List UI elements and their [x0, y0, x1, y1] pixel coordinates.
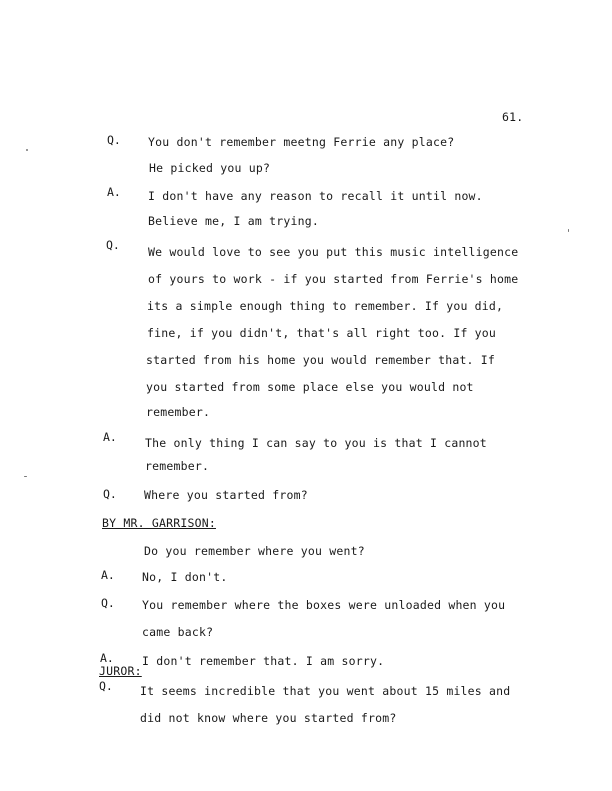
- scan-speck: [24, 476, 27, 477]
- speaker-label: Q.: [99, 679, 113, 693]
- transcript-line: did not know where you started from?: [140, 711, 397, 725]
- transcript-line: You remember where the boxes were unloaded when you: [142, 598, 506, 612]
- scan-speck: [568, 229, 569, 232]
- transcript-line: Do you remember where you went?: [144, 544, 365, 558]
- transcript-line: I don't remember that. I am sorry.: [142, 654, 385, 668]
- transcript-line: fine, if you didn't, that's all right too. If you: [147, 326, 497, 340]
- speaker-label: Q.: [106, 238, 120, 252]
- transcript-line: of yours to work - if you started from Ferrie's home: [148, 272, 519, 286]
- transcript-line: you started from some place else you would not: [146, 380, 474, 394]
- transcript-line: remember.: [145, 459, 210, 473]
- speaker-label: A.: [107, 185, 121, 199]
- transcript-line: its a simple enough thing to remember. If you did,: [147, 299, 504, 313]
- page-number: 61.: [502, 110, 524, 124]
- section-heading: JUROR:: [99, 664, 142, 678]
- speaker-label: Q.: [107, 133, 121, 147]
- section-heading: BY MR. GARRISON:: [102, 516, 216, 530]
- transcript-line: Believe me, I am trying.: [148, 214, 319, 228]
- transcript-line: He picked you up?: [149, 161, 271, 175]
- transcript-line: The only thing I can say to you is that I cannot: [145, 436, 487, 450]
- transcript-line: You don't remember meetng Ferrie any place?: [148, 135, 455, 149]
- transcript-line: started from his home you would remember that. If: [146, 353, 496, 367]
- transcript-line: We would love to see you put this music intelligence: [148, 245, 519, 259]
- scan-speck: [26, 149, 28, 151]
- transcript-line: remember.: [146, 405, 211, 419]
- speaker-label: A.: [103, 430, 117, 444]
- transcript-line: came back?: [142, 625, 214, 639]
- speaker-label: Q.: [103, 487, 117, 501]
- speaker-label: Q.: [101, 596, 115, 610]
- speaker-label: A.: [100, 651, 114, 665]
- transcript-line: It seems incredible that you went about 15 miles and: [140, 684, 511, 698]
- speaker-label: A.: [101, 568, 115, 582]
- transcript-line: Where you started from?: [144, 488, 308, 502]
- transcript-line: No, I don't.: [142, 570, 228, 584]
- transcript-line: I don't have any reason to recall it until now.: [148, 189, 483, 203]
